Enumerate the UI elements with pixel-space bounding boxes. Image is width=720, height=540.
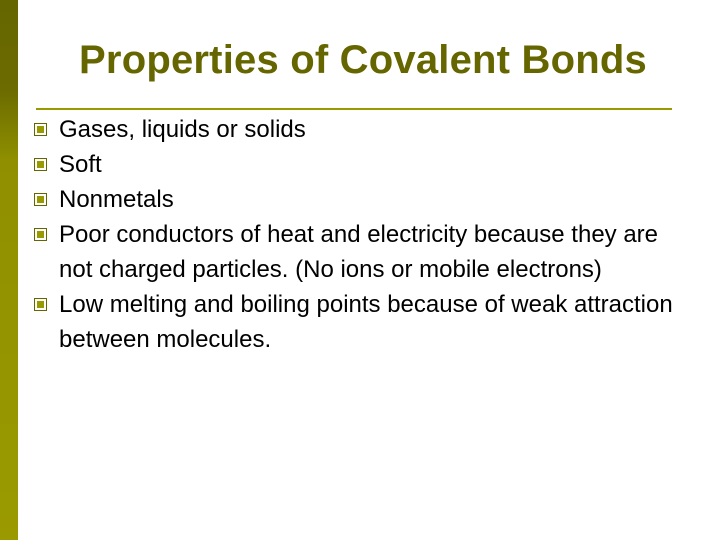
title-divider <box>36 108 672 110</box>
bullet-text: Soft <box>59 151 102 178</box>
square-bullet-icon <box>34 228 47 241</box>
left-accent-bar <box>0 0 18 540</box>
bullet-item <box>34 217 684 287</box>
square-bullet-icon <box>34 193 47 206</box>
bullet-item <box>34 112 684 147</box>
bullet-text: Poor conductors of heat and electricity because they are not charged particles. (No ions or mobile electrons) <box>59 221 659 283</box>
square-bullet-icon <box>34 158 47 171</box>
square-bullet-icon <box>34 298 47 311</box>
slide-title: Properties of Covalent Bonds <box>79 38 647 82</box>
bullet-text: Gases, liquids or solids <box>59 116 306 143</box>
bullet-item <box>34 287 684 357</box>
bullet-text: Low melting and boiling points because of weak attraction between molecules. <box>59 291 673 353</box>
bullet-list <box>34 112 684 357</box>
square-bullet-icon <box>34 123 47 136</box>
bullet-item <box>34 182 684 217</box>
bullet-item <box>34 147 684 182</box>
bullet-text: Nonmetals <box>59 186 174 213</box>
